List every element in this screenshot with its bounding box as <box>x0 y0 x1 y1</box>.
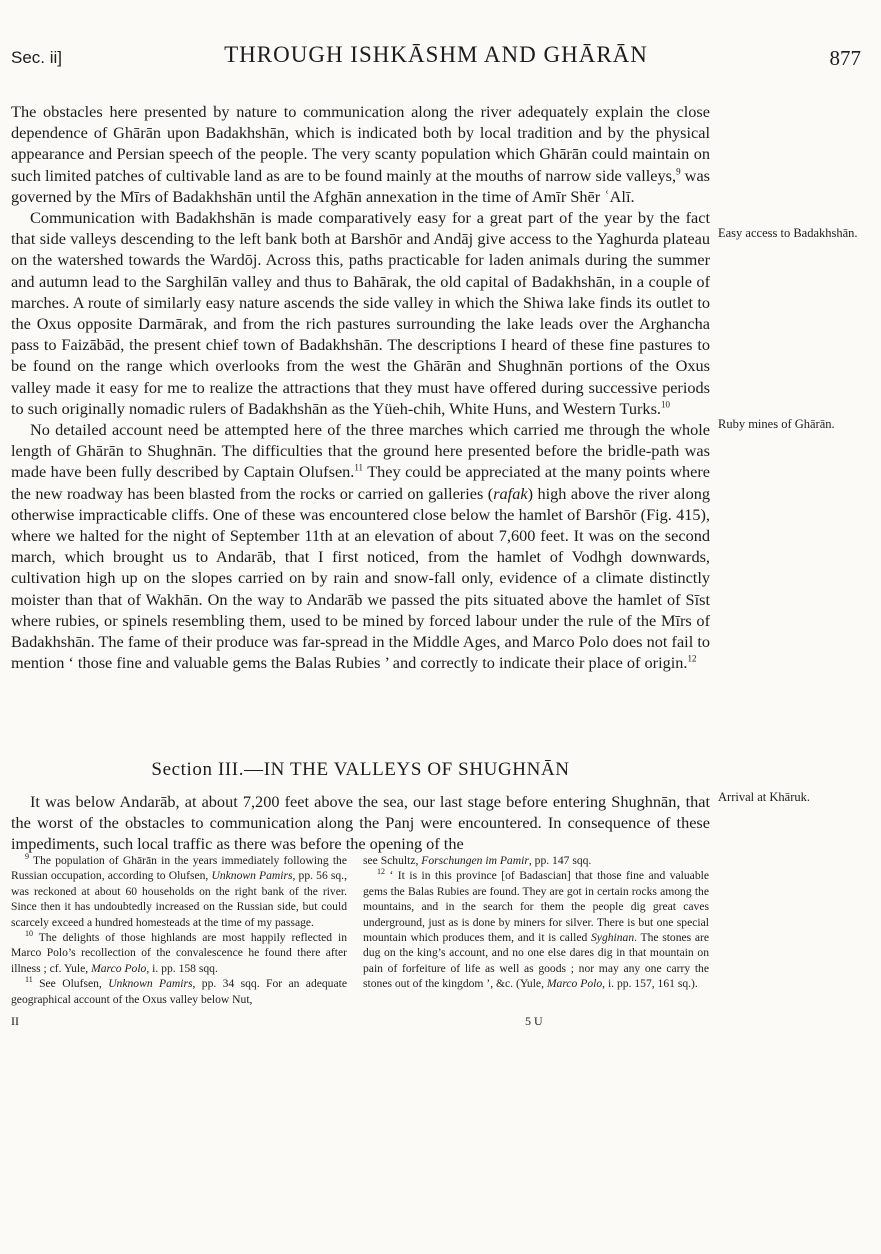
section-label: Section III. <box>151 759 245 780</box>
margin-note-easy-access: Easy access to Badakhshān. <box>718 226 858 240</box>
footnote-ref-12[interactable]: 12 <box>687 653 697 664</box>
footnote-10: $^{10}$ The delights of those highlands are most happily reflected in Marco Polo’s recollection of the convalescence he found there after illness ; cf. Yule, Marco Polo, i. pp. 158 sqq. <box>11 929 347 975</box>
paragraph-2: Communication with Badakhshān is made comparatively easy for a great part of the year by the fact that side valleys descending to the left bank both at Barshōr and Andāj give access to the Yaghurda plateau on the watershed towards the Wardōj. Across this, paths practicable for laden animals during the summer and autumn lead to the Sarghilān valley and thus to Bahārak, the old capital of Badakhshān, in a couple of marches. A route of similarly easy nature ascends the side valley in which the Shiwa lake finds its outlet to the Oxus opposite Darmārak, and from the rich pastures surrounding the lake leads over the Arghancha pass to Faizābād, the present chief town of Badakhshān. The descriptions I heard of these fine pastures to be found on the range which overlooks from the west the Ghārān and Shughnān portions of the Oxus valley made it easy for me to realize the attractions that they must have offered during successive periods to such originally nomadic rulers of Badakhshān as the Yüeh-chih, White Huns, and Western Turks.$^{10}$ <box>11 208 710 418</box>
footnote-12: $^{12}$ ‘ It is in this province [of Badascian] that those fine and valuable gems the Balas Rubies are found. They are got in certain rocks among the mountains, and in the search for them the people dig great caves underground, just as is done by miners for silver. There is but one special mountain which produces them, and it is called Syghinan. The stones are dug on the king’s account, and no one else dares dig in that mountain on pain of forfeiture of life as well as goods ; nor may any one carry the stones out of the kingdom ’, &c. (Yule, Marco Polo, i. pp. 157, 161 sq.). <box>363 867 710 991</box>
footnotes-left <box>11 853 347 1007</box>
margin-note-arrival: Arrival at Khāruk. <box>718 790 810 804</box>
footnote-ref-9[interactable]: 9 <box>676 166 681 177</box>
footnotes-right <box>363 853 709 992</box>
footnote-ref-10[interactable]: 10 <box>660 399 670 410</box>
page-header <box>11 42 861 76</box>
footnote-ref-11[interactable]: 11 <box>354 463 364 474</box>
paragraph-1: The obstacles here presented by nature to communication along the river adequately explain the close dependence of Ghārān upon Badakhshān, which is indicated both by local tradition and by the physical appearance and Persian speech of the people. The very scanty population which Ghārān could maintain on such limited patches of cultivable land as are to be found mainly at the mouths of narrow side valleys,$^9$ was governed by the Mīrs of Badakhshān until the Afghān annexation in the time of Amīr Shēr ʿAlī. <box>11 102 711 206</box>
paragraph-3: No detailed account need be attempted here of the three marches which carried me through the whole length of Ghārān to Shughnān. The difficulties that the ground here presented before the bridle-path was made have been fully described by Captain Olufsen.$^{11}$ They could be appreciated at the many points where the new roadway has been blasted from the rocks or carried on galleries (rafak) high above the river along otherwise impracticable cliffs. One of these was encountered close below the hamlet of Barshōr (Fig. 415), where we halted for the night of September 11th at an elevation of about 7,600 feet. It was on the second march, which brought us to Andarāb, that I first noticed, from the hamlet of Vodhgh downwards, cultivation high up on the slopes carried on by rain and snow-fall only, evidence of a climate distinctly moister than that of Wakhān. On the way to Andarāb we passed the pits situated above the hamlet of Sīst where rubies, or spinels resembling them, used to be mined by forced labour under the rule of the Mīrs of Badakhshān. The fame of their produce was far-spread in the Middle Ages, and Marco Polo does not fail to mention ‘ those fine and valuable gems the Balas Rubies ’ and correctly to indicate their place of origin.$^{12}$ <box>11 420 711 673</box>
section-text <box>11 791 710 855</box>
footnote-11-continued: see Schultz, Forschungen im Pamir, pp. 147 sqq. <box>363 854 592 867</box>
running-section: Sec. ii] <box>11 48 63 67</box>
main-text <box>11 101 710 673</box>
footnote-9: $^9$ The population of Ghārān in the years immediately following the Russian occupation, according to Olufsen, Unknown Pamirs, pp. 56 sq., was reckoned at about 60 households on the right bank of the river. Since then it has undoubtedly increased on the Russian side, but could scarcely exceed a hundred homesteads at the time of my passage. <box>11 852 347 929</box>
signature-left: II <box>11 1014 19 1028</box>
section-heading <box>11 759 710 781</box>
paragraph-4: It was below Andarāb, at about 7,200 feet above the sea, our last stage before entering Shughnān, that the worst of the obstacles to communication along the Panj were encountered. In consequence of these impediments, such local traffic as there was before the opening of the <box>11 792 710 854</box>
page-number: 877 <box>829 46 861 70</box>
footnote-11: $^{11}$ See Olufsen, Unknown Pamirs, pp. 34 sqq. For an adequate geographical account of the Oxus valley below Nut, <box>11 975 347 1006</box>
section-title: —IN THE VALLEYS OF SHUGHNĀN <box>244 759 570 780</box>
margin-note-ruby-mines: Ruby mines of Ghārān. <box>718 417 835 431</box>
signature-right: 5 U <box>525 1014 543 1028</box>
running-title: THROUGH ISHKĀSHM AND GHĀRĀN <box>224 42 648 67</box>
